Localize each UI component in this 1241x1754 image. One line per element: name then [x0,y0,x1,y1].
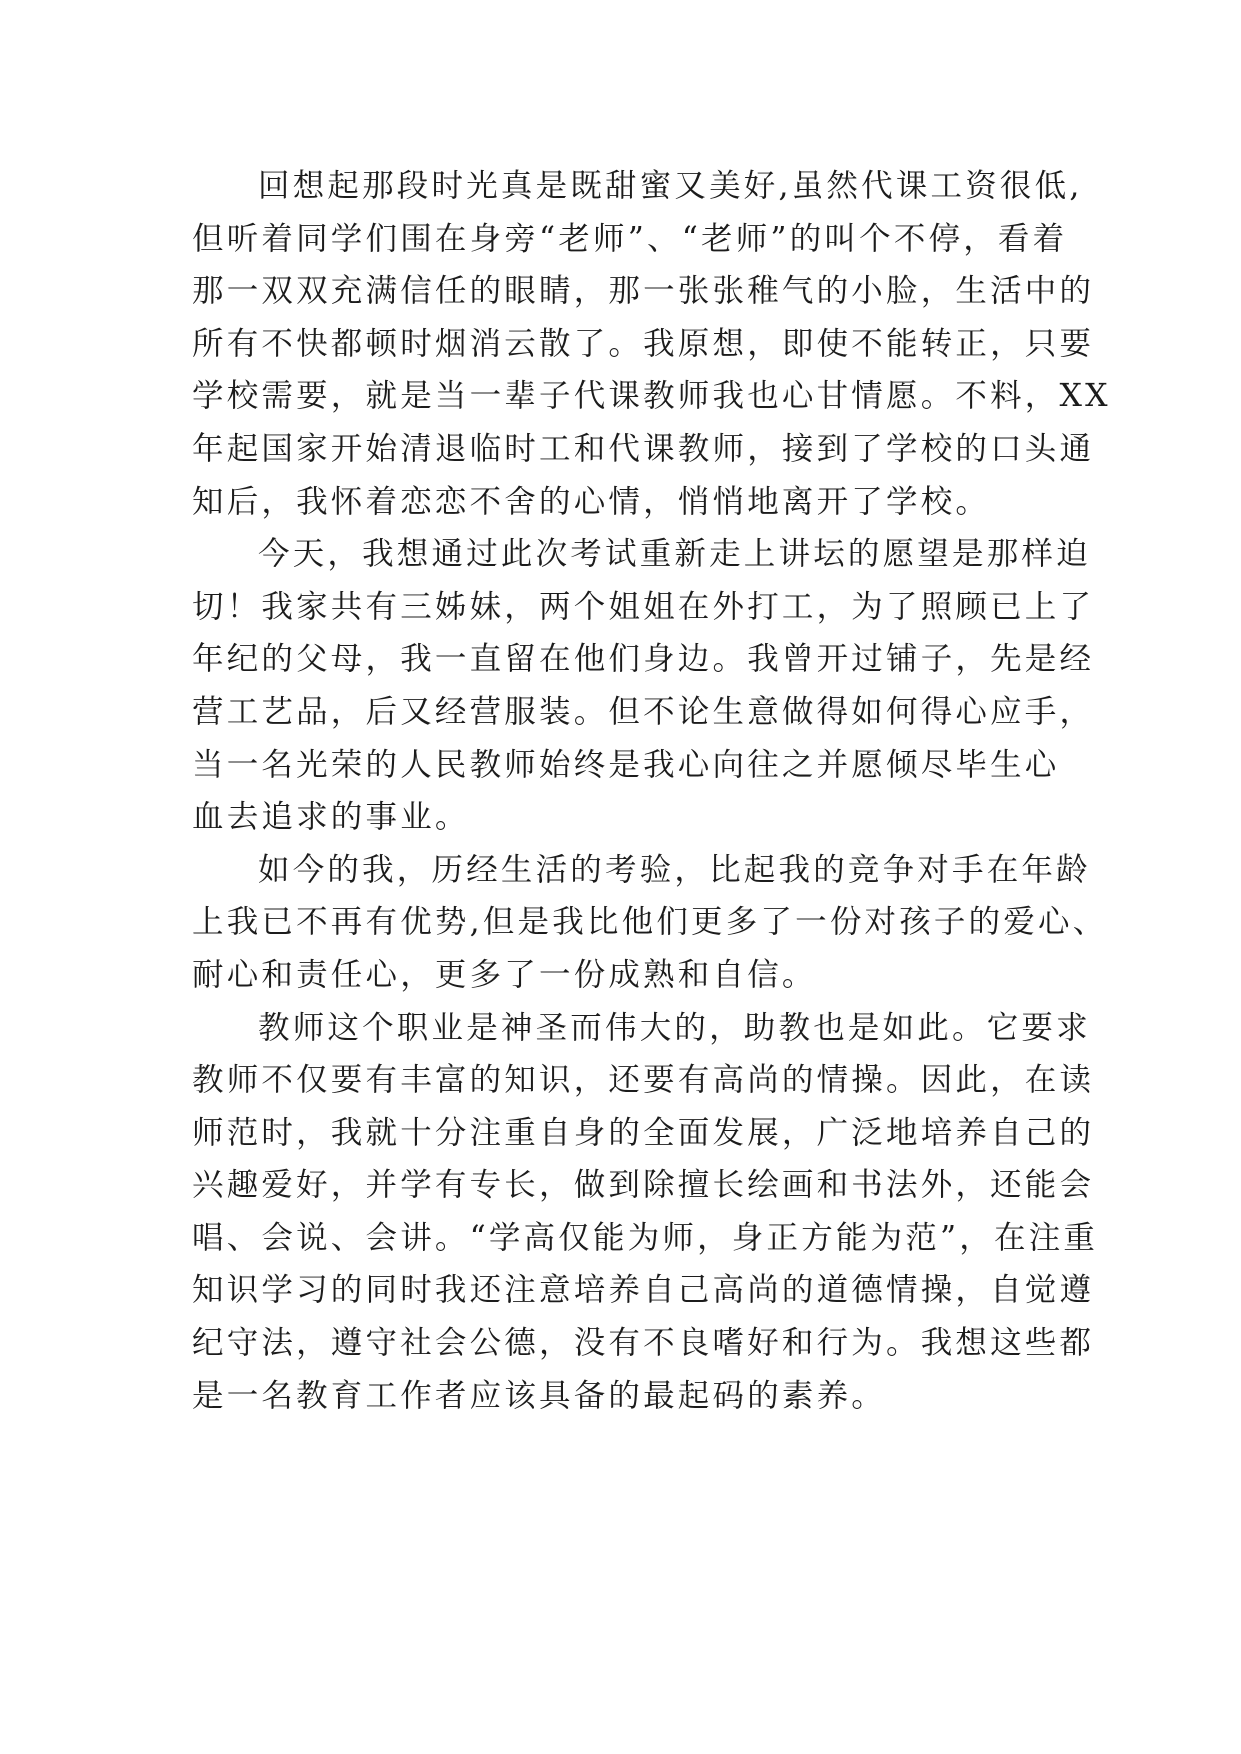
paragraph-1-line-1: 回想起那段时光真是既甜蜜又美好,虽然代课工资很低, [258,168,1083,204]
paragraph-4-line-8: 是一名教育工作者应该具备的最起码的素养。 [192,1377,887,1414]
paragraph-4-line-1: 教师这个职业是神圣而伟大的，助教也是如此。它要求 [258,1009,1091,1046]
paragraph-4-line-6: 知识学习的同时我还注意培养自己高尚的道德情操，自觉遵 [192,1272,1095,1309]
paragraph-1-line-5: 学校需要，就是当一辈子代课教师我也心甘情愿。不料，XX [192,378,1111,415]
paragraph-4-line-4: 兴趣爱好，并学有专长，做到除擅长绘画和书法外，还能会 [192,1167,1095,1204]
paragraph-2-line-5: 当一名光荣的人民教师始终是我心向往之并愿倾尽毕生心 [192,746,1060,783]
paragraph-3-line-3: 耐心和责任心，更多了一份成熟和自信。 [192,956,817,993]
paragraph-2-line-6: 血去追求的事业。 [192,799,470,836]
paragraph-2-line-1: 今天，我想通过此次考试重新走上讲坛的愿望是那样迫 [258,536,1091,573]
paragraph-4-line-7: 纪守法，遵守社会公德，没有不良嗜好和行为。我想这些都 [192,1325,1095,1362]
paragraph-1-line-6: 年起国家开始清退临时工和代课教师，接到了学校的口头通 [192,430,1095,467]
document-body [192,160,1111,1422]
paragraph-2-line-2: 切！我家共有三姊妹，两个姐姐在外打工，为了照顾已上了 [192,588,1095,625]
paragraph-1-line-7: 知后，我怀着恋恋不舍的心情，悄悄地离开了学校。 [192,483,991,520]
paragraph-4-line-2: 教师不仅要有丰富的知识，还要有高尚的情操。因此，在读 [192,1062,1095,1099]
paragraph-1-line-3: 那一双双充满信任的眼睛，那一张张稚气的小脸，生活中的 [192,273,1095,310]
paragraph-2-line-4: 营工艺品，后又经营服装。但不论生意做得如何得心应手， [192,693,1095,730]
paragraph-3-line-2: 上我已不再有优势,但是我比他们更多了一份对孩子的爱心、 [192,904,1108,941]
paragraph-1-line-2: 但听着同学们围在身旁“老师”、“老师”的叫个不停，看着 [192,220,1068,257]
paragraph-4-line-5: 唱、会说、会讲。“学高仅能为师，身正方能为范”，在注重 [192,1219,1099,1256]
paragraph-4-line-3: 师范时，我就十分注重自身的全面发展，广泛地培养自己的 [192,1114,1095,1151]
paragraph-1-line-4: 所有不快都顿时烟消云散了。我原想，即使不能转正，只要 [192,325,1095,362]
paragraph-3-line-1: 如今的我，历经生活的考验，比起我的竞争对手在年龄 [258,851,1091,888]
paragraph-2-line-3: 年纪的父母，我一直留在他们身边。我曾开过铺子，先是经 [192,641,1095,678]
